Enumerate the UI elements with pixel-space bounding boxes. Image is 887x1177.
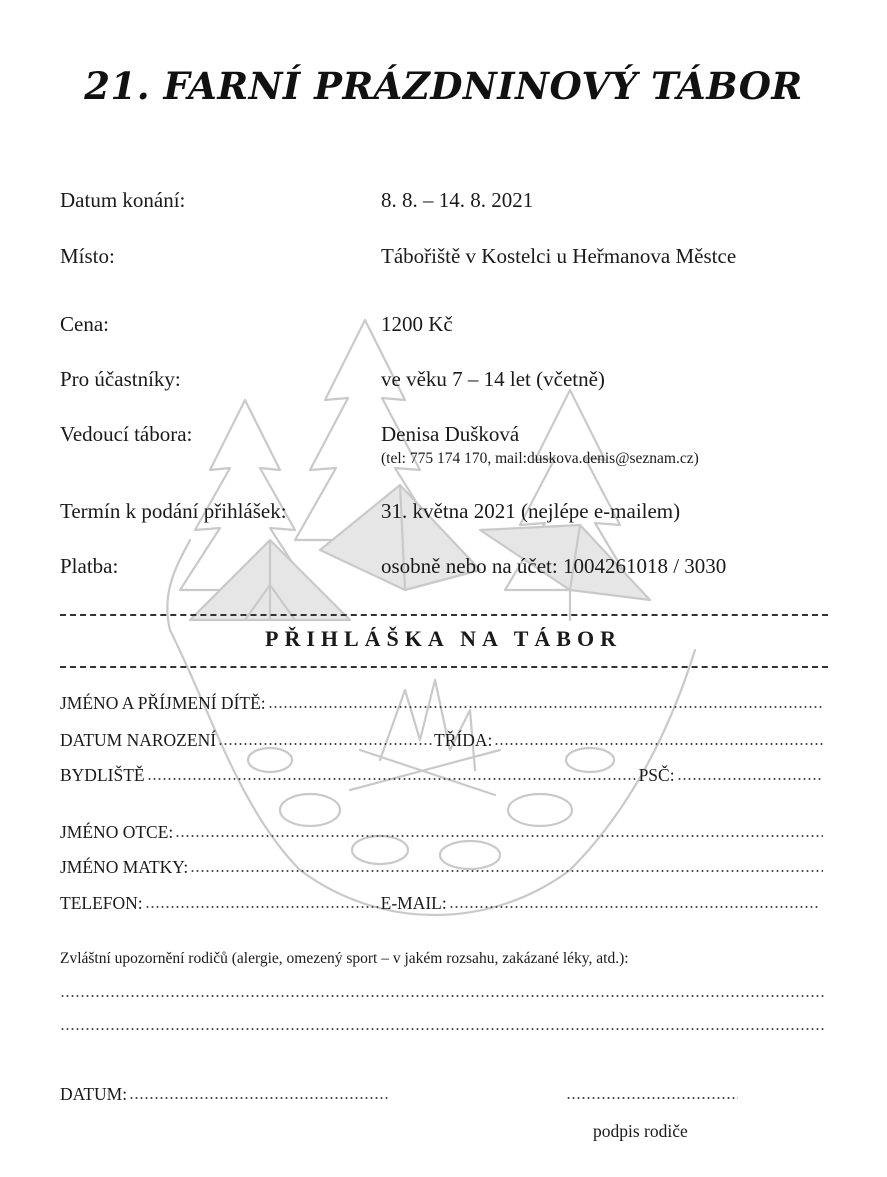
price-value: 1200 Kč — [381, 312, 453, 336]
divider-top — [60, 614, 828, 616]
parents-note-line-1[interactable] — [60, 994, 825, 998]
child-name-label: JMÉNO A PŘÍJMENÍ DÍTĚ: — [60, 693, 266, 713]
date-value: 8. 8. – 14. 8. 2021 — [381, 188, 534, 212]
payment-value: osobně nebo na účet: 1004261018 / 3030 — [381, 554, 727, 578]
address-label: BYDLIŠTĚ — [60, 765, 145, 785]
birth-date-label: DATUM NAROZENÍ — [60, 730, 217, 750]
place-value: Tábořiště v Kostelci u Heřmanova Městce — [381, 244, 737, 268]
email-field[interactable] — [449, 905, 818, 909]
father-label: JMÉNO OTCE: — [60, 822, 174, 842]
mother-row — [60, 857, 825, 878]
zip-label: PSČ: — [638, 765, 675, 785]
participants-label: Pro účastníky: — [60, 367, 181, 391]
phone-label: TELEFON: — [60, 893, 143, 913]
divider-bottom — [60, 666, 828, 668]
place-label: Místo: — [60, 244, 115, 268]
leader-contact: (tel: 775 174 170, mail:duskova.denis@seznam.cz) — [381, 450, 699, 467]
date-label: Datum konání: — [60, 188, 186, 212]
leader-value: Denisa Dušková — [381, 422, 520, 446]
father-field[interactable] — [175, 834, 823, 838]
deadline-value: 31. května 2021 (nejlépe e-mailem) — [381, 499, 681, 523]
page-title: 21. FARNÍ PRÁZDNINOVÝ TÁBOR — [84, 64, 803, 108]
father-row — [60, 822, 825, 843]
signature-label: podpis rodiče — [593, 1121, 688, 1141]
child-name-field[interactable] — [268, 705, 823, 709]
child-name-row — [60, 693, 825, 714]
parents-note-line-2[interactable] — [60, 1027, 825, 1031]
zip-field[interactable] — [677, 777, 823, 781]
sign-date-label: DATUM: — [60, 1084, 128, 1104]
leader-label: Vedoucí tábora: — [60, 422, 193, 446]
form-heading: PŘIHLÁŠKA NA TÁBOR — [265, 626, 622, 651]
address-field[interactable] — [147, 777, 637, 781]
sign-date-field[interactable] — [129, 1096, 388, 1100]
contact-row — [60, 893, 820, 914]
parents-note-label: Zvláštní upozornění rodičů (alergie, omezený sport – v jakém rozsahu, zakázané léky, atd.): — [60, 950, 629, 967]
class-field[interactable] — [494, 742, 823, 746]
mother-label: JMÉNO MATKY: — [60, 857, 189, 877]
date-sign-row — [60, 1084, 390, 1105]
price-label: Cena: — [60, 312, 109, 336]
mother-field[interactable] — [190, 869, 823, 873]
address-row — [60, 765, 825, 786]
deadline-label: Termín k podání přihlášek: — [60, 499, 287, 523]
phone-field[interactable] — [145, 905, 379, 909]
signature-field[interactable] — [566, 1096, 738, 1100]
birth-class-row — [60, 730, 825, 751]
class-label: TŘÍDA: — [434, 730, 493, 750]
participants-value: ve věku 7 – 14 let (včetně) — [381, 367, 605, 391]
payment-label: Platba: — [60, 554, 119, 578]
birth-date-field[interactable] — [218, 742, 432, 746]
email-label: E-MAIL: — [380, 893, 447, 913]
